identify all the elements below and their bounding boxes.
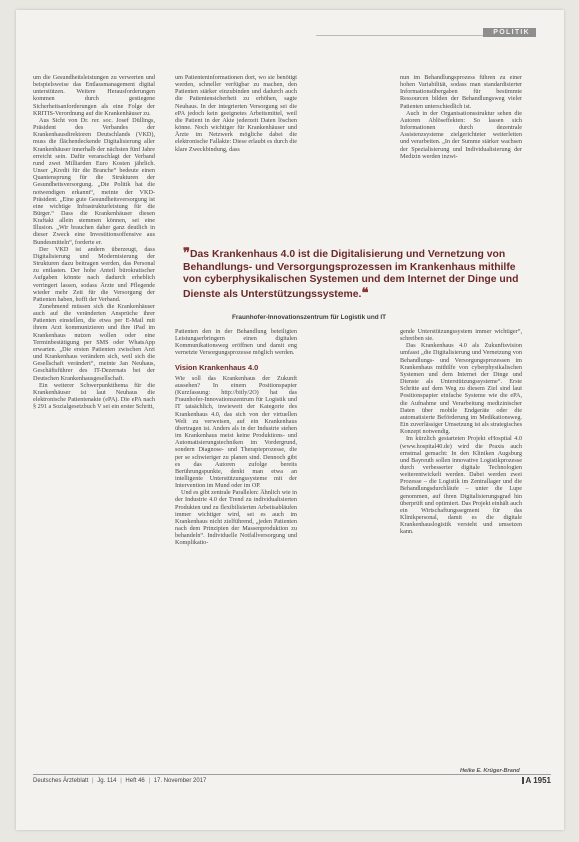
footer-separator: | — [120, 778, 122, 784]
pull-quote — [183, 247, 523, 301]
paragraph: um die Gesundheitsleistungen zu verwerten und beispielsweise das Entlassmanagement digital unterstützen. Weitere Herausforderungen kommen durch gestiegene Sicherheitsanforderungen als eine Folge der KRITIS-Verordnung auf die Krankenhäuser zu. — [33, 74, 155, 117]
paragraph: Das Krankenhaus 4.0 als Zukunftsvision umfasst „die Digitalisierung und Vernetzung von Behandlungs- und Versorgungsprozessen im Krankenhaus mithilfe von cyberphysikalischen Systemen und dem Internet der Dinge und Dienste als Unterstützungssysteme“. Erste Schritte auf dem Weg zu diesem Ziel sind laut Positionspapier einfache Systeme wie die ePA, die Aufnahme und Verarbeitung medizinischer Daten über mobile Endgeräte oder die automatisierte Beförderung im Medikationsweg. Ein zuverlässiger Umsetzung ist als strategisches Konzept notwendig. — [400, 342, 522, 436]
footer-separator: | — [92, 778, 94, 784]
column-middle-bottom — [175, 328, 297, 766]
author-byline: Heike E. Krüger-Brand — [460, 768, 520, 774]
quote-open-mark: ❞ — [183, 245, 190, 260]
paragraph: Zunehmend müssen sich die Krankenhäuser auch auf die veränderten Ansprüche ihrer Patienten einstellen, die etwa per E-Mail mit ihrem Arzt kommunizieren und ihre iPad im Krankenhaus nutzen wollen oder eine Terminbestätigung per SMS oder WhatsApp erwarten. „Die ersten Patienten zwischen Arzt und Krankenhaus verändern sich, weil sich die Gesellschaft verändert“, meinte Jan Neuhaus, Geschäftsführer des IT-Dezernats bei der Deutschen Krankenhausgesellschaft. — [33, 303, 155, 382]
section-rubric: POLITIK — [483, 28, 536, 37]
journal-issue: Heft 46 — [125, 778, 145, 784]
quote-close-mark: ❝ — [361, 284, 369, 300]
paragraph: Aus Sicht von Dr. rer. soc. Josef Düllings, Präsident des Verbandes der Krankenhausdirektoren Deutschlands (VKD), muss die flächendeckende Digitalisierung aller Krankenhäuser innerhalb der nächsten fünf Jahre erreicht sein. Dafür veranschlagt der Verband rund zwei Milliarden Euro Kosten jährlich. Unser „Kredit für die Branche“ bedeute einen Quantensprung für die Strukturen der Gesundheitsversorgung. „Die Politik hat die notwendigen erkannt“, meinte der VKD-Präsident. „Eine gute Gesundheitsversorgung ist eine wichtige Infrastrukturleistung für die Bürger.“ Dass die Krankenhäuser diesen Kraftakt allein stemmen können, sei eine Illusion. „Wir brauchen daher ganz deutlich in dieser Zweck eine Investitionsoffensive aus Bundesmitteln“, forderte er. — [33, 116, 155, 246]
column-middle-top — [175, 74, 297, 169]
paragraph: gende Unterstützungssystem immer wichtiger“, schreiben sie. — [400, 328, 522, 343]
column-right-top — [400, 74, 522, 234]
page-marker-icon — [522, 777, 524, 784]
page-number — [522, 776, 552, 785]
pull-quote-source: Fraunhofer-Innovationszentrum für Logistik und IT — [232, 314, 387, 321]
paragraph: Patienten den in der Behandlung beteiligten Leistungserbringern einen digitalen Kommunikationsweg eröffnen und damit eng vernetzte Versorgungsprozesse möglich werden. — [175, 328, 297, 357]
paragraph: Im kürzlich gestarteten Projekt eHospital 4.0 (www.hospital40.de) wird die Praxis auch ernstmal gemacht: In den Kliniken Augsburg und Bayreuth sollen innovative Logistikprozesse durch verbesserter digitale Technologien weiterentwickelt werden. Dabei werden zwei Prozesse – die Logistik im Zentrallager und die Behandlungsdurchläufe – unter die Lupe genommen, auf ihren Digitalisierungsgrad hin überprüft und optimiert. Das Projekt einhält auch ein Wirtschaftungssegment für das Klinikpersonal, damit es die digitale Krankenhauslogistik versteht und umsetzen kann. — [400, 435, 522, 536]
journal-name: Deutsches Ärzteblatt — [33, 778, 89, 784]
journal-date: 17. November 2017 — [153, 778, 207, 784]
paragraph: Wie soll das Krankenhaus der Zukunft aussehen? In einem Positionspapier (Kurzfassung: http://bitly/2O) hat das Fraunhofer-Innovationszentrum für Logistik und IT tatsächlich, inwieweit der Kategorie des Krankenhaus 4.0, das sich von der virtuellen Welt zu verweisen, auf ein Krankenhaus übertragen ist. Anders als in der Industrie stehen im Krankenhaus meist keine Produktions- und Automatisierungstechniken im Vordergrund, sondern Diagnose- und Therapieprozesse, die per se schwieriger zu planen sind. Dennoch gibt es das Autoren zufolge bereits Berührungspunkte, denkt man etwa an intelligente Unterstützungssysteme mit der Intervention im Mund oder im OP. — [175, 374, 297, 490]
pull-quote-text: Das Krankenhaus 4.0 ist die Digitalisierung und Vernetzung von Behandlungs- und Versorgungsprozessen im Krankenhaus mithilfe von cyberphysikalischen Systemen und dem Internet der Dinge und Dienste als Unterstützungssysteme. — [183, 249, 519, 300]
section-subheading: Vision Krankenhaus 4.0 — [175, 362, 259, 372]
journal-volume: Jg. 114 — [97, 778, 117, 784]
paragraph: Der VKD ist andern überzeugt, dass Digitalisierung und Modernisierung der Strukturen dazu beitragen werden, das Personal zu entlasten. Der hohe Anteil bürokratischer Aufgaben könnte nach dadurch erheblich verringert lassen, sodass Ärzte und Pflegende wieder mehr Zeit für die Versorgung der Patienten haben, hofft der Verband. — [33, 245, 155, 303]
paragraph: Und es gibt zentrale Parallelen: Ähnlich wie in der Industrie 4.0 der Trend zu individualisierten Produkten und zu flexibilisierten Arbeitsabläufen immer wichtiger wird, sei es auch im Krankenhaus nicht zielführend, „jeden Patienten nach dem Prinzipien der Massenproduktion zu behandeln“. Individuelle Notfallversorgung und Komplikatio- — [175, 489, 297, 547]
paragraph: um Patienteninformationen dort, wo sie benötigt werden, schneller verfügbar zu machen, den Patienten stärker einzubinden und dadurch auch die Patientensicherheit zu erhöhen, sagte Neuhaus. In der integrierten Versorgung sei die ePA jedoch kein geeignetes Arbeitsmittel, weil die Patient in der Akte jederzeit Daten löschen könne. Noch wichtiger für Krankenhäuser und Ärzte im Netzwerk mögliche dabei die elektronische Fallakte: Diese erlaubt es durch die klare Zweckbindung, dass — [175, 74, 297, 153]
page-number-text: A 1951 — [525, 776, 551, 785]
paragraph: Ein weiterer Schwerpunktthema für die Krankenhäuser ist laut Neuhaus die elektronische Patientenakte (ePA). Die ePA nach § 291 a Sozialgesetzbuch V sei ein erster Schritt, — [33, 381, 155, 411]
footer — [33, 778, 206, 784]
paragraph: Auch in der Organisationsstruktur sehen die Autoren Ablöseffekten: So lassen sich Informationen durch dezentrale Assistenzsysteme zielgerichteter weiterleiten und verarbeiten. „In der Summe stärker wachsen der Spezialisierung und Individualisierung der Medizin werden inzwi- — [400, 109, 522, 160]
paragraph: nun im Behandlungsprozess führen zu einer hohen Variabilität, sodass man standardisierter Informationsübergaben für bestimmte Ressourcen bilden der Behandlungsweg vieler Patienten unterschiedlich ist. — [400, 74, 522, 110]
column-left — [33, 74, 155, 832]
footer-separator: | — [148, 778, 151, 784]
footer-rule — [33, 774, 551, 775]
column-right-bottom — [400, 328, 522, 760]
